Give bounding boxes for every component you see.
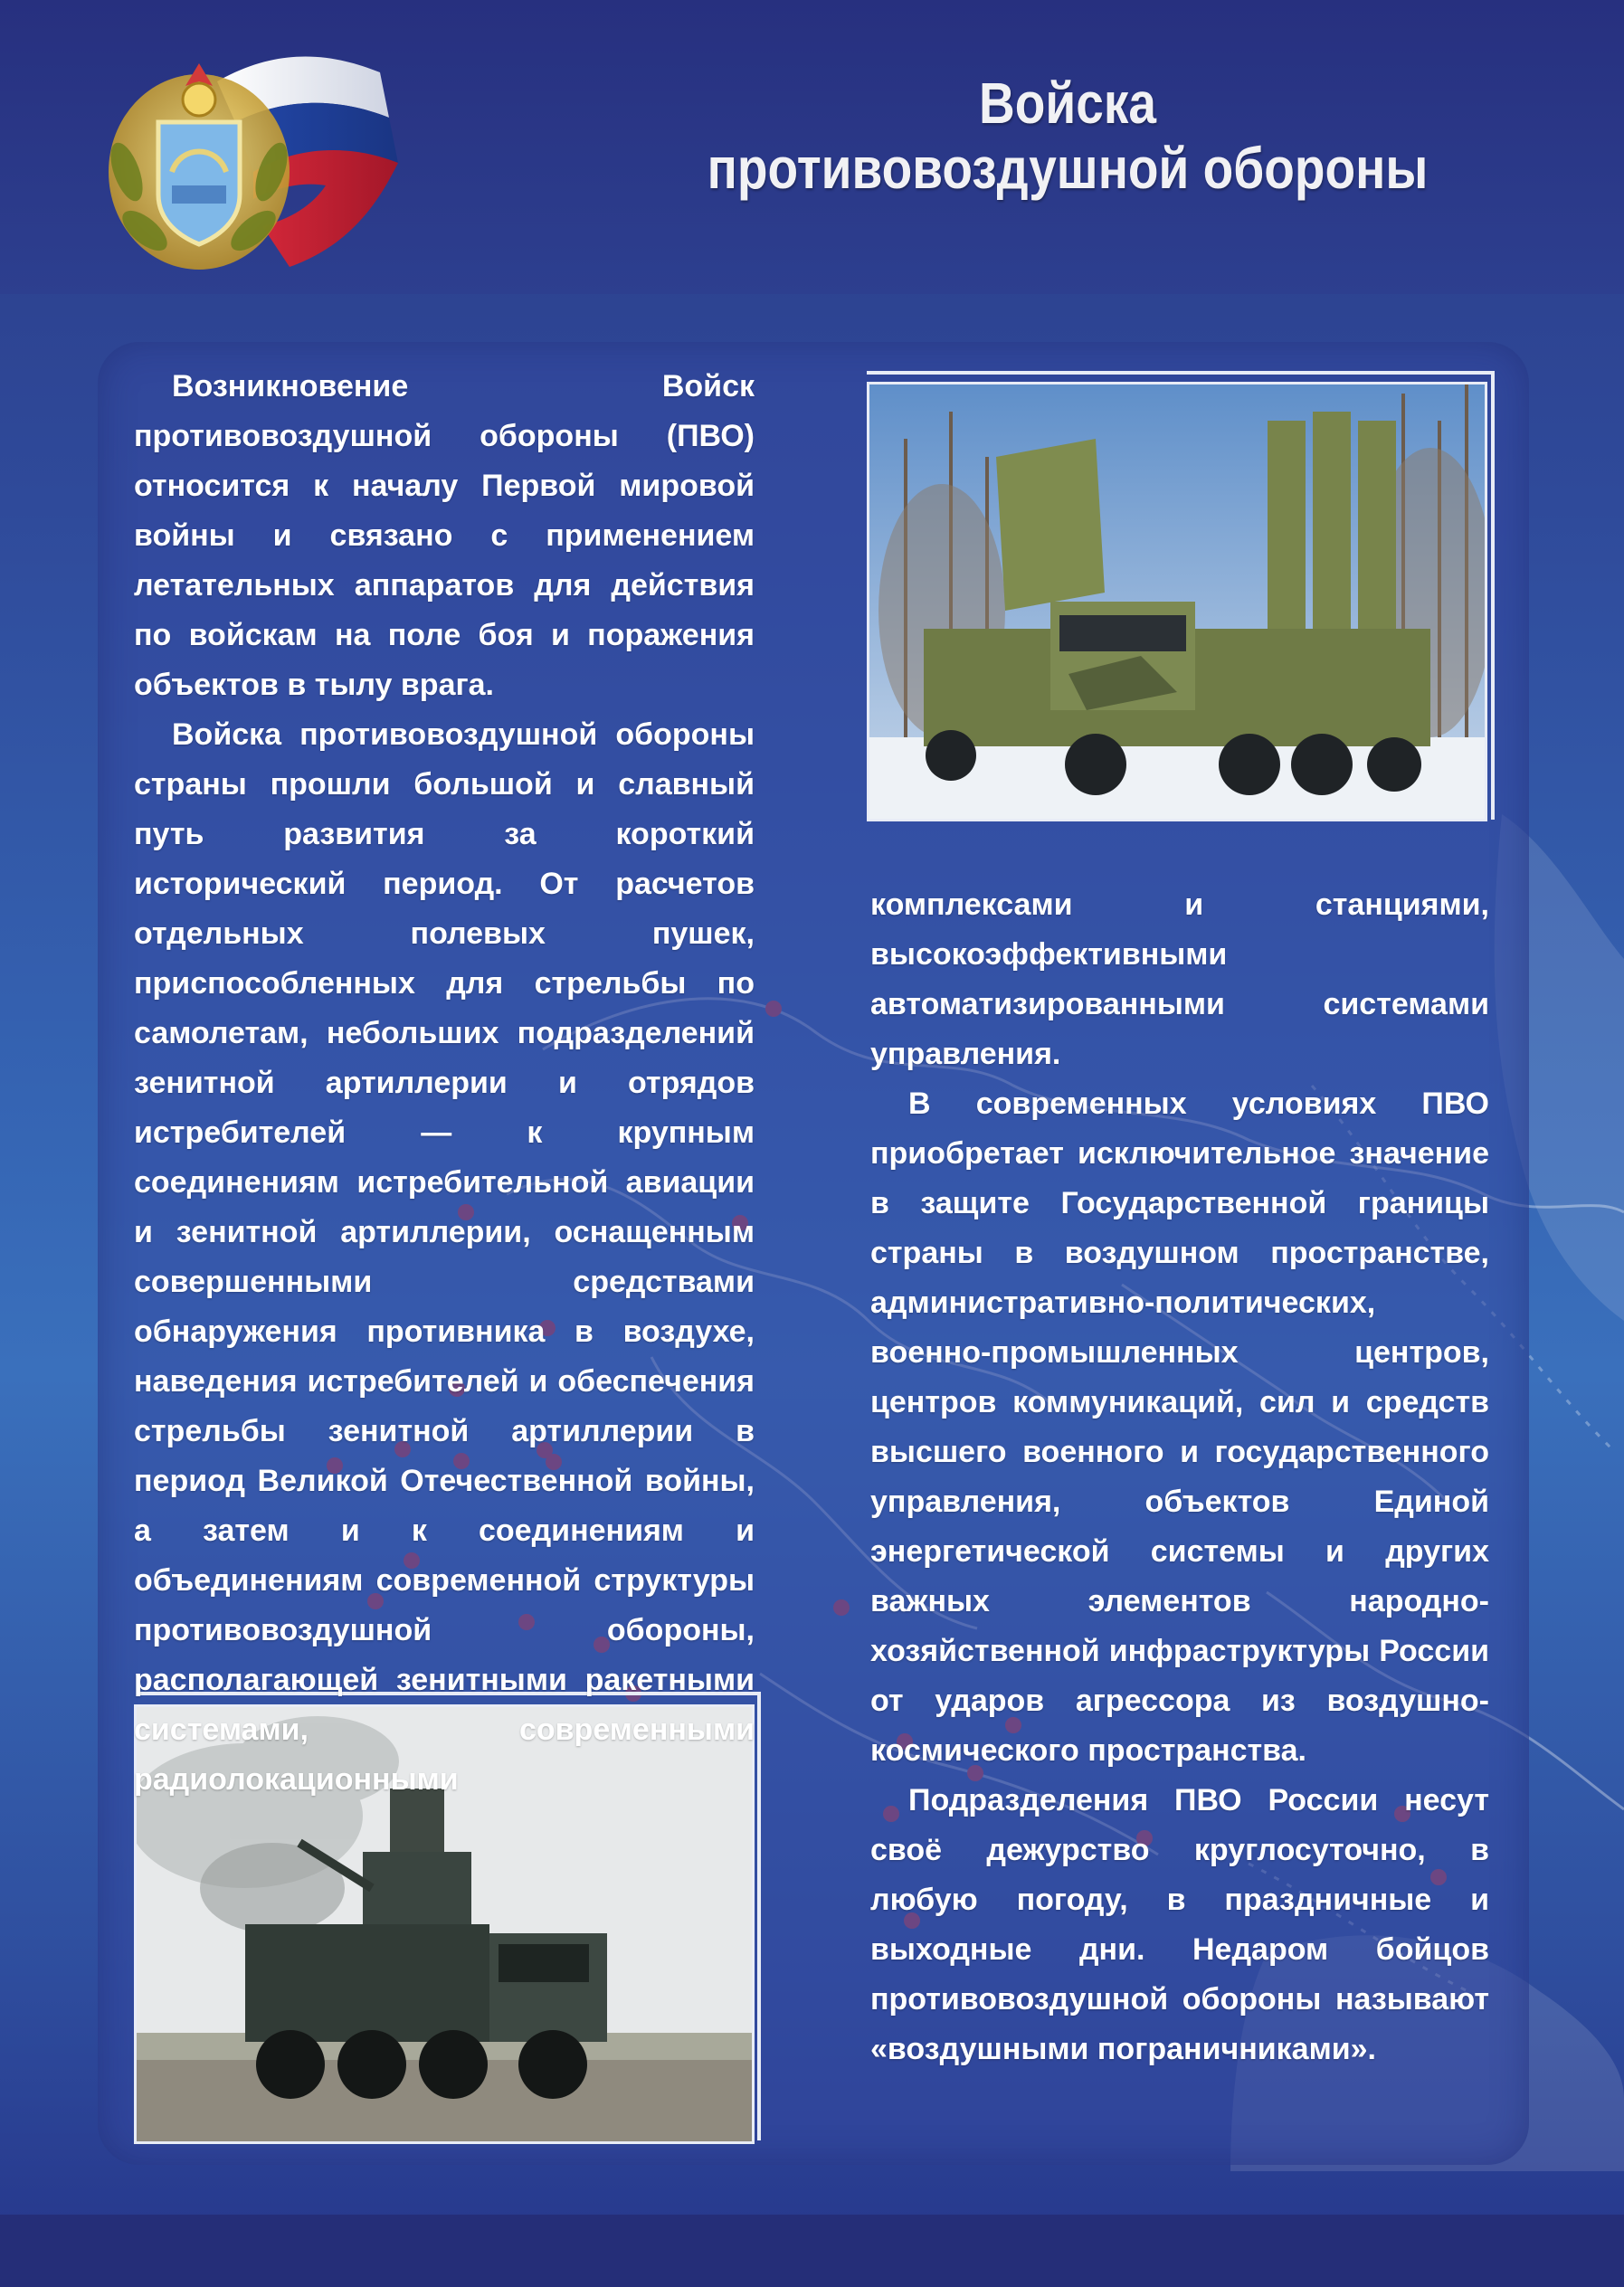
left-paragraph-1: Возникновение Войск противовоздушной обороны (ПВО) относится к началу Первой мировой войны и связано с применением летательных аппаратов для действия по войскам на поле боя и поражения объектов в тылу врага. xyxy=(134,369,755,702)
page-title xyxy=(663,71,1472,201)
right-paragraph-1: комплексами и станциями, высокоэффективными автоматизированными системами управления. xyxy=(870,887,1489,1071)
right-paragraph-3: Подразделения ПВО России несут своё дежурство круглосуточно, в любую погоду, в праздничные и выходные дни. Недаром бойцов противовоздушной обороны называют «воздушными пограничниками». xyxy=(870,1783,1489,2066)
right-text-column xyxy=(870,880,1489,2074)
left-paragraph-2: Войска противовоздушной обороны страны прошли большой и славный путь развития за короткий исторический период. От расчетов отдельных полевых пушек, приспособленных для стрельбы по самолетам, небольших подразделений зенитной артиллерии и отрядов истребителей — к крупным соединениям истребительной авиации и зенитной артиллерии, оснащенным совершенными средствами обнаружения противника в воздухе, наведения истребителей и обеспечения стрельбы зенитной артиллерии в период Великой Отечественной войны, а затем и к соединениям и объединениям современной структуры противовоздушной обороны, располагающей зенитными ракетными системами, современными радиолокационными xyxy=(134,717,755,1797)
title-line-2: противовоздушной обороны xyxy=(707,136,1429,201)
title-line-1: Войска xyxy=(979,71,1156,136)
footer-band xyxy=(0,2215,1624,2287)
air-defense-emblem-icon xyxy=(81,36,434,280)
left-text-column xyxy=(134,362,755,1805)
photo-s400-launcher xyxy=(867,382,1487,821)
right-paragraph-2: В современных условиях ПВО приобретает исключительное значение в защите Государственной границы страны в воздушном пространстве, административно-политических, военно-промышленных центров, центров коммуникаций, сил и средств высшего военного и государственного управления, объектов Единой энергетической системы и других важных элементов народно-хозяйственной инфраструктуры России от ударов агрессора из воздушно-космического пространства. xyxy=(870,1087,1489,1768)
